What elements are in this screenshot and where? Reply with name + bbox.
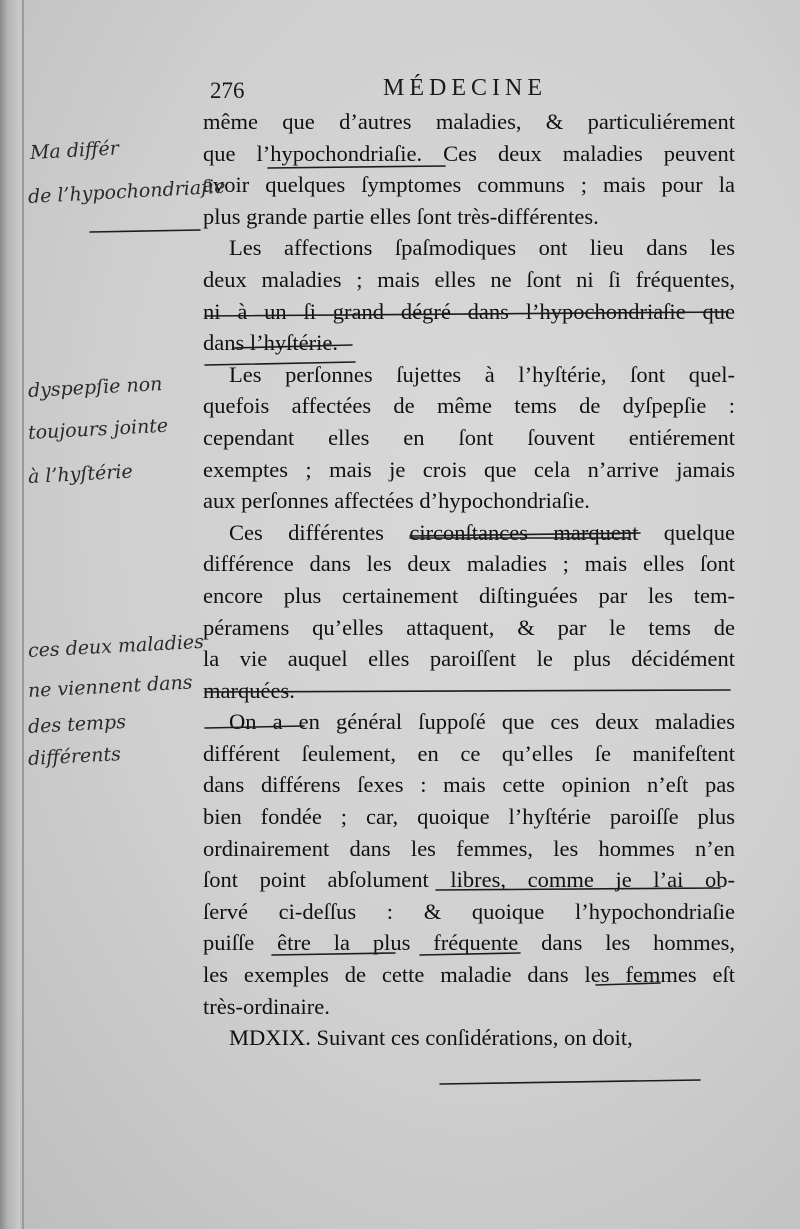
text-line: dans différens ſexes : mais cette opinion n’eſt pas [203,772,735,798]
text-line: que l’hypochondriaſie. Ces deux maladies peuvent [203,140,735,166]
margin-note: à l’hyſtérie [27,460,134,488]
text-line: On a en général ſuppoſé que ces deux maladies [229,709,735,735]
page-gutter-shadow [0,0,20,1229]
text-line: Les perſonnes ſujettes à l’hyſtérie, ſont quel- [229,361,735,387]
margin-note: différents [27,743,122,770]
text-line: même que d’autres maladies, & particuliérement [203,109,735,134]
text-line: MDXIX. Suivant ces conſidérations, on doit, [229,1025,633,1051]
running-head: MÉDECINE [383,75,547,101]
text-line: exemptes ; mais je crois que cela n’arrive jamais [203,456,735,482]
text-line: encore plus certainement diſtinguées par les tem- [203,582,735,608]
margin-note: ne viennent dans [27,671,194,702]
body-text [203,106,735,1054]
text-line: péramens qu’elles attaquent, & par le tems de [203,614,735,640]
text-line: plus grande partie elles ſont très-différentes. [203,203,599,229]
text-line: ni à un ſi grand dégré dans l’hypochondriaſie que [203,298,735,324]
text-line: dans l’hyſtérie. [203,330,338,356]
underline-stroke [440,1080,700,1084]
text-line: aux perſonnes affectées d’hypochondriaſie. [203,488,590,514]
text-line: ſervé ci-deſſus : & quoique l’hypochondriaſie [203,898,735,924]
page-gutter-line [22,0,24,1229]
text-line: différent ſeulement, en ce qu’elles ſe manifeſtent [203,740,735,766]
text-line: très-ordinaire. [203,993,330,1019]
text-line: différence dans les deux maladies ; mais elles ſont [203,551,735,577]
text-line: Les affections ſpaſmodiques ont lieu dans les [229,235,735,261]
text-line: la vie auquel elles paroiſſent le plus décidément [203,646,735,672]
text-line: cependant elles en ſont ſouvent entiérement [203,424,735,450]
text-line: les exemples de cette maladie dans les femmes eſt [203,962,735,988]
margin-note: de l’hypochondriaſie [27,175,227,208]
text-line: marquées. [203,677,295,703]
text-line: ſont point abſolument libres, comme je l’ai ob- [203,867,735,893]
text-line: bien fondée ; car, quoique l’hyſtérie paroiſſe plus [203,804,735,830]
underline-stroke [90,230,200,232]
margin-note: des temps [27,710,127,738]
page-header [205,74,595,104]
text-line: avoir quelques ſymptomes communs ; mais pour la [203,172,735,198]
page-number: 276 [210,78,245,103]
margin-note: dyspepſie non [27,372,163,402]
text-line: deux maladies ; mais elles ne ſont ni ſi fréquentes, [203,266,735,292]
text-line: puiſſe être la plus fréquente dans les hommes, [203,930,735,956]
text-line: Ces différentes circonſtances marquent quelque [229,519,735,545]
margin-note: ces deux maladies [27,630,205,662]
text-line: quefois affectées de même tems de dyſpepſie : [203,393,735,419]
margin-note: Ma différ [29,137,120,164]
text-line: ordinairement dans les femmes, les hommes n’en [203,835,735,861]
margin-note: toujours jointe [27,414,169,444]
